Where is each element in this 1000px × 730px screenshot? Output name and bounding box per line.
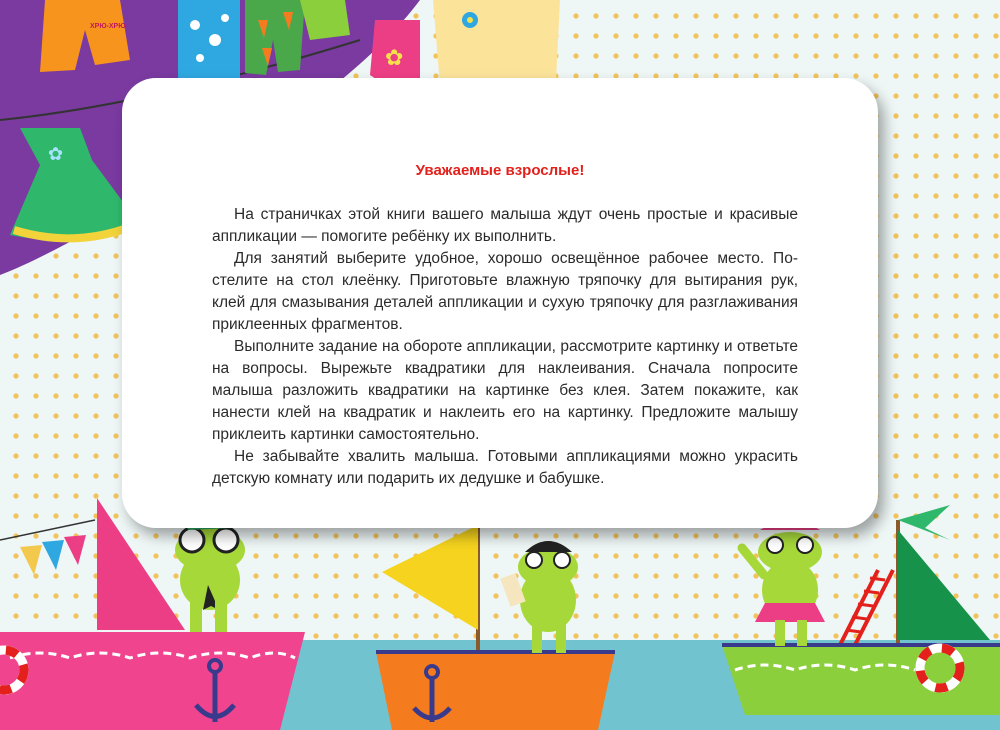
svg-text:✿: ✿: [48, 144, 64, 165]
svg-text:✿: ✿: [385, 46, 404, 71]
orange-boat: [376, 525, 615, 730]
frog-glasses-icon: [175, 518, 245, 632]
paragraph: Для занятий выберите удобное, хорошо освещённое рабочее место. Постелите на стол клеёнку. Приготовьте влажную тряпочку для вытирания рук, клей для смазывания деталей аппликации и сухую тряпочку для разглаживания приклеенных фрагментов.: [212, 250, 798, 333]
paragraph: Не забывайте хвалить малыша. Готовыми аппликациями можно украсить детскую комнату или подарить их дедушке и бабушке.: [212, 448, 798, 487]
info-card: [122, 78, 878, 528]
svg-text:ХРЮ-ХРЮ: ХРЮ-ХРЮ: [90, 23, 126, 30]
frog-girl-icon: [742, 521, 825, 646]
card-title: Уважаемые взрослые!: [415, 162, 585, 179]
paragraph: Выполните задание на обороте аппликации, рассмотрите картинку и ответьте на вопросы. Вырежьте квадратики для наклеивания. Сначала попросите малыша разложить квадратики на картинке без клея. Затем покажите, как нанести клей на квадратик и наклеить его на картинку. Предложите малышу приклеить картинки самостоятельно.: [212, 338, 798, 443]
pink-boat: [0, 498, 305, 730]
paragraph: На страничках этой книги вашего малыша ждут очень простые и красивые аппликации — помогите ребёнку их выполнить.: [212, 206, 798, 245]
frog-pirate-icon: [500, 541, 578, 653]
card-body: [212, 204, 798, 490]
